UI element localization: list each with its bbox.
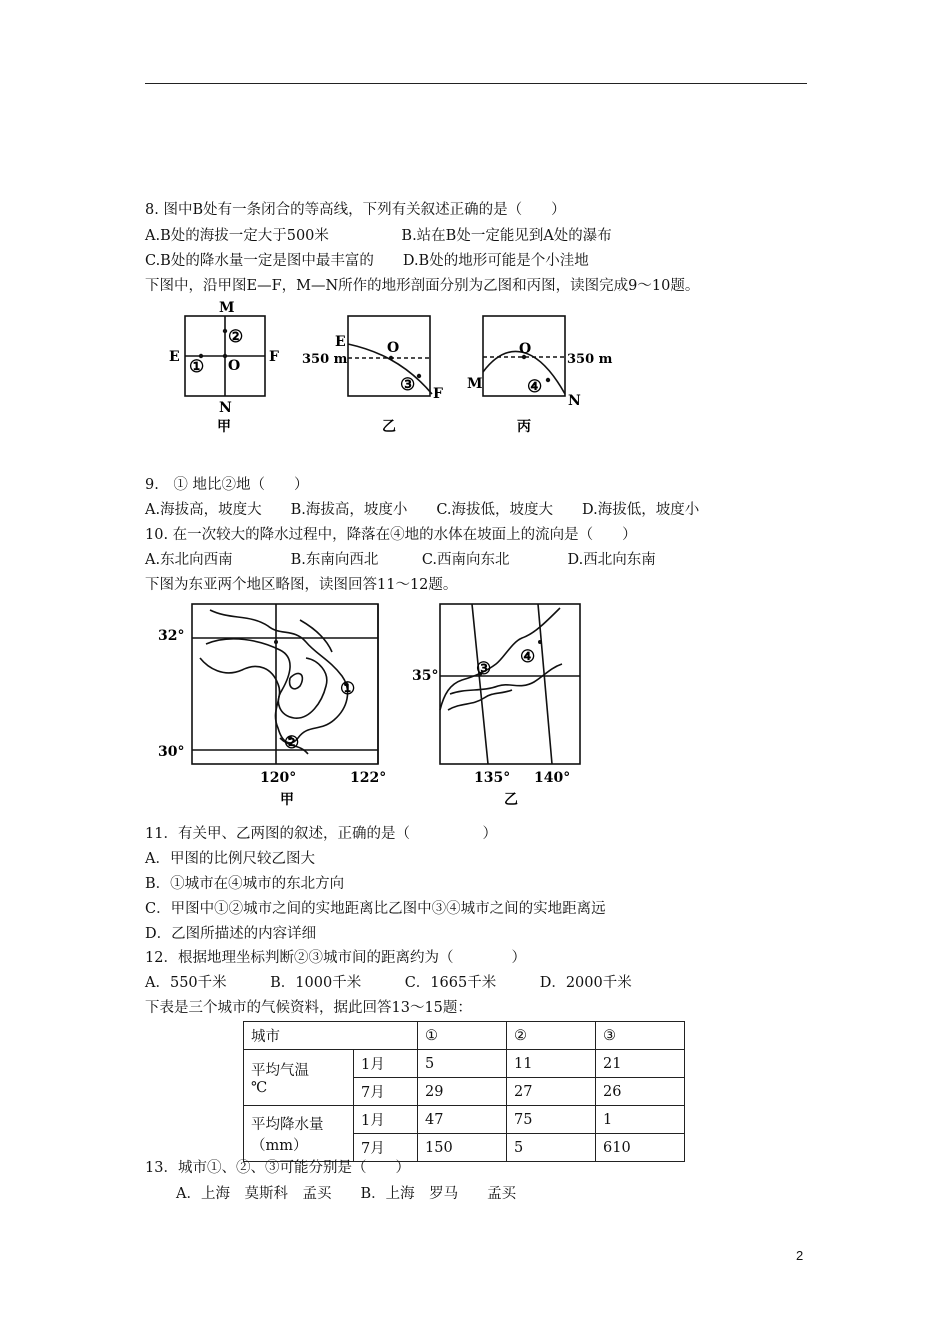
- q13-stem: 13．城市①、②、③可能分别是（ ）: [145, 1160, 410, 1176]
- profile-figure: [165, 300, 625, 438]
- map-yi-city-4: ④: [520, 647, 536, 667]
- q11-option-c: C．甲图中①②城市之间的实地距离比乙图中③④城市之间的实地距离远: [145, 901, 606, 917]
- q10-stem: 10. 在一次较大的降水过程中，降落在④地的水体在坡面上的流向是（ ）: [145, 527, 637, 543]
- jia-m-label: M: [219, 300, 235, 316]
- month-jan: 1月: [354, 1050, 418, 1078]
- q8-stem: 8. 图中B处有一条闭合的等高线，下列有关叙述正确的是（ ）: [145, 202, 566, 218]
- q11-stem: 11．有关甲、乙两图的叙述，正确的是（ ）: [145, 826, 497, 842]
- jia-lon-120: 120°: [260, 770, 297, 786]
- yi-lon-140: 140°: [534, 770, 571, 786]
- table-cell: 5: [418, 1050, 507, 1078]
- table-row: [244, 1050, 685, 1078]
- yi-o-label: O: [387, 340, 400, 356]
- month-jul: 7月: [354, 1078, 418, 1106]
- east-asia-maps-figure: [150, 598, 600, 810]
- jia-point-2: ②: [228, 327, 244, 347]
- table-header-city-3: ③: [596, 1022, 685, 1050]
- temp-label-cell: [244, 1050, 354, 1106]
- bing-350m-label: 350 m: [567, 352, 613, 367]
- map-yi-caption: 乙: [504, 792, 518, 808]
- month-jan: 1月: [354, 1106, 418, 1134]
- table-header-city: 城市: [244, 1022, 418, 1050]
- month-jul: 7月: [354, 1134, 418, 1162]
- table-cell: 1: [596, 1106, 685, 1134]
- table-cell: 29: [418, 1078, 507, 1106]
- table-row: [244, 1106, 685, 1134]
- yi-e-label: E: [335, 334, 346, 350]
- bing-m-label: M: [467, 376, 483, 392]
- yi-f-label: F: [433, 386, 443, 402]
- jia-e-label: E: [169, 349, 180, 365]
- yi-point-3: ③: [400, 375, 416, 395]
- q11-option-a: A．甲图的比例尺较乙图大: [145, 851, 315, 867]
- table-header-city-2: ②: [507, 1022, 596, 1050]
- precip-unit: （mm）: [251, 1137, 308, 1154]
- table-cell: 27: [507, 1078, 596, 1106]
- map-jia-caption: 甲: [280, 792, 294, 808]
- table-cell: 21: [596, 1050, 685, 1078]
- header-rule: [145, 83, 807, 84]
- jia-lat-32: 32°: [158, 628, 185, 644]
- intro-13-15: 下表是三个城市的气候资料，据此回答13～15题：: [145, 1000, 472, 1016]
- q12-options: A．550千米 B．1000千米 C．1665千米 D．2000千米: [145, 975, 632, 991]
- table-cell: 26: [596, 1078, 685, 1106]
- jia-lon-122: 122°: [350, 770, 387, 786]
- yi-lat-35: 35°: [412, 668, 439, 684]
- bing-o-label: O: [519, 341, 532, 357]
- bing-n-label: N: [568, 393, 581, 409]
- q9-stem: 9. ① 地比②地（ ）: [145, 477, 309, 493]
- table-cell: 610: [596, 1134, 685, 1162]
- temp-label: 平均气温: [251, 1063, 309, 1079]
- table-cell: 47: [418, 1106, 507, 1134]
- q13-options: A．上海 莫斯科 孟买 B．上海 罗马 孟买: [176, 1186, 517, 1202]
- page-number: 2: [796, 1248, 804, 1263]
- jia-o-label: O: [228, 358, 241, 374]
- table-cell: 150: [418, 1134, 507, 1162]
- bing-caption: 丙: [517, 419, 531, 435]
- table-cell: 75: [507, 1106, 596, 1134]
- jia-caption: 甲: [217, 419, 231, 435]
- precip-label-cell: [244, 1106, 354, 1162]
- q10-options: A.东北向西南 B.东南向西北 C.西南向东北 D.西北向东南: [145, 552, 656, 568]
- table-cell: 5: [507, 1134, 596, 1162]
- table-cell: 11: [507, 1050, 596, 1078]
- q8-options-cd: C.B处的降水量一定是图中最丰富的 D.B处的地形可能是个小洼地: [145, 253, 589, 269]
- yi-350m-label: 350 m: [302, 352, 348, 367]
- jia-n-label: N: [219, 400, 232, 416]
- jia-f-label: F: [269, 349, 279, 365]
- q8-options-ab: A.B处的海拔一定大于500米 B.站在B处一定能见到A处的瀑布: [145, 228, 612, 244]
- precip-label: 平均降水量: [251, 1116, 324, 1133]
- map-yi-city-3: ③: [476, 659, 492, 679]
- intro-9-10: 下图中，沿甲图E—F，M—N所作的地形剖面分别为乙图和丙图，读图完成9～10题。: [145, 278, 700, 294]
- intro-11-12: 下图为东亚两个地区略图，读图回答11～12题。: [145, 577, 458, 593]
- map-jia-city-1: ①: [340, 679, 356, 699]
- yi-caption: 乙: [382, 419, 396, 435]
- q12-stem: 12．根据地理坐标判断②③城市间的距离约为（ ）: [145, 950, 526, 966]
- map-jia-city-2: ②: [284, 733, 300, 753]
- temp-unit: ℃: [251, 1080, 268, 1096]
- table-header-city-1: ①: [418, 1022, 507, 1050]
- climate-table: [243, 1021, 685, 1162]
- jia-point-1: ①: [189, 357, 205, 377]
- jia-lat-30: 30°: [158, 744, 185, 760]
- yi-lon-135: 135°: [474, 770, 511, 786]
- q9-options: A.海拔高，坡度大 B.海拔高，坡度小 C.海拔低，坡度大 D.海拔低，坡度小: [145, 502, 700, 518]
- bing-point-4: ④: [527, 377, 543, 397]
- q11-option-b: B．①城市在④城市的东北方向: [145, 876, 345, 892]
- q11-option-d: D．乙图所描述的内容详细: [145, 926, 317, 942]
- table-header-row: [244, 1022, 685, 1050]
